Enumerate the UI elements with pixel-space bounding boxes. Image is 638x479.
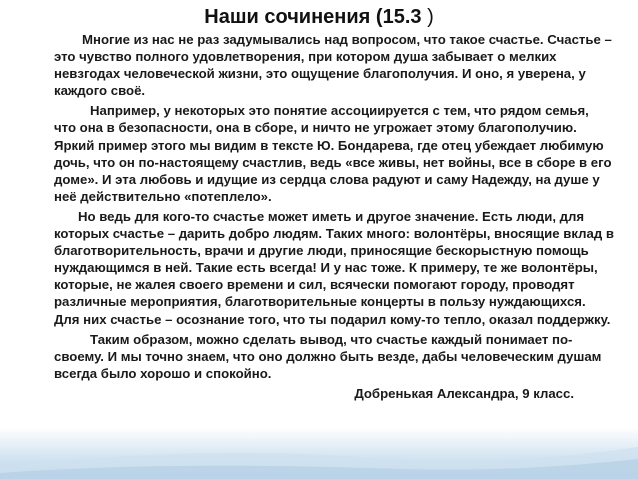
essay-body bbox=[54, 31, 614, 405]
paragraph-2: Например, у некоторых это понятие ассоциируется с тем, что рядом семья, что она в безопасности, она в сборе, и ничто не угрожает этому благополучию. Яркий пример этого мы видим в тексте Ю. Бондарева, где отец убеждает любимую дочь, что он по-настоящему счастлив, ведь «все живы, нет войны, все в сборе в его доме». И эта любовь и идущие из сердца слова радуют и саму Надежду, на душе у неё действительно «потеплело». bbox=[54, 103, 612, 204]
paragraph-1: Многие из нас не раз задумывались над вопросом, что такое счастье. Счастье – это чувство полного удовлетворения, при котором душа забывает о мелких невзгодах человеческой жизни, это ощущение благополучия. И оно, я уверена, у каждого своё. bbox=[54, 32, 612, 99]
paragraph-3: Но ведь для кого-то счастье может иметь и другое значение. Есть люди, для которых счастье – дарить добро людям. Таких много: волонтёры, вносящие вклад в благотворительность, врачи и другие люди, приносящие бескорыстную помощь нуждающимся в ней. Такие есть всегда! И у нас тоже. К примеру, те же волонтёры, которые, не жалея своего времени и сил, всячески помогают городу, проводят различные мероприятия, благотворительные концерты в пользу нуждающихся. Для них счастье – осознание того, что ты подарил кому-то тепло, оказал поддержку. bbox=[54, 208, 614, 327]
paragraph-4: Таким образом, можно сделать вывод, что счастье каждый понимает по-своему. И мы точно знаем, что оно должно быть везде, дабы человеческим душам всегда было хорошо и спокойно. bbox=[54, 331, 602, 381]
title-paren: ) bbox=[427, 6, 434, 28]
author-signature: Добренькая Александра, 9 класс. bbox=[354, 385, 574, 401]
page-title bbox=[0, 5, 638, 29]
title-text: Наши сочинения (15.3 bbox=[204, 6, 422, 28]
